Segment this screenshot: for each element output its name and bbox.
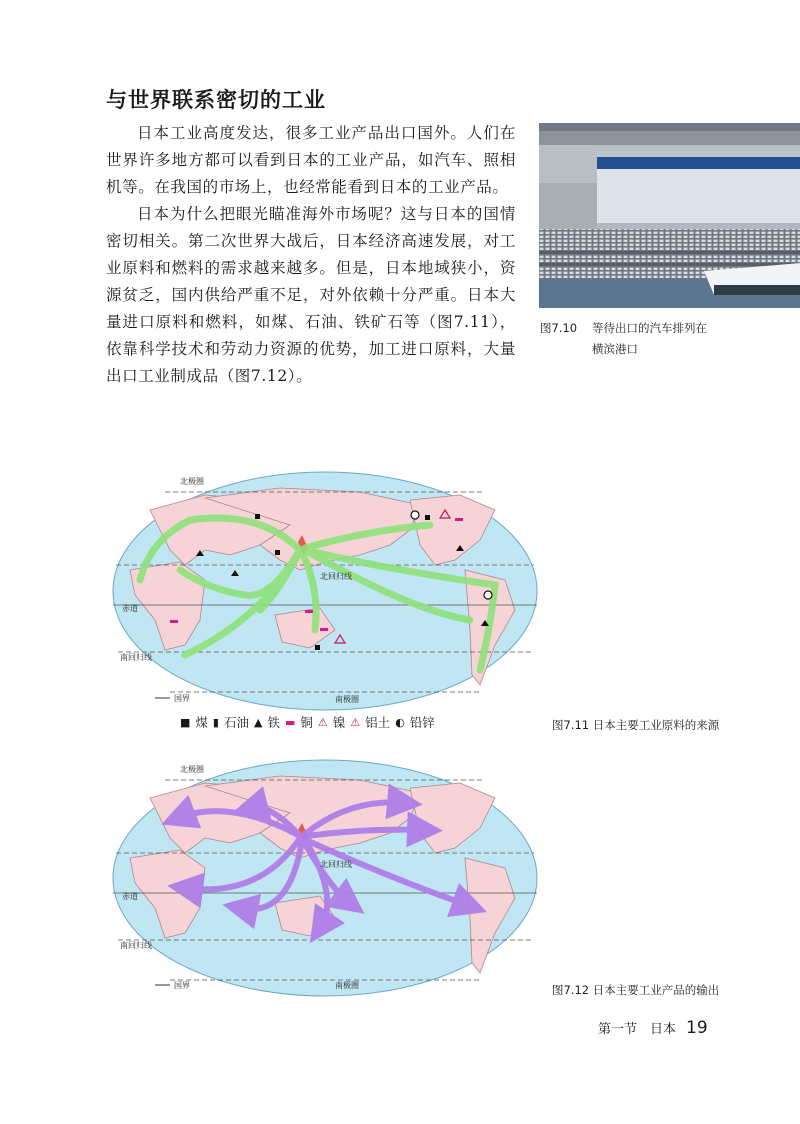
bauxite-icon: ⚠ <box>350 715 361 729</box>
lead-zinc-icon: ◐ <box>395 715 405 729</box>
legend-label-iron: 铁 <box>267 715 280 730</box>
antarctic-label: 南极圈 <box>335 981 359 990</box>
legend-label-oil: 石油 <box>223 715 249 730</box>
antarctic-label: 南极圈 <box>335 695 359 704</box>
legend-label-lead-zinc: 铅锌 <box>409 715 435 730</box>
import-sources-map <box>110 470 540 712</box>
footer-section: 第一节 日本 <box>598 1022 677 1037</box>
coal-icon: ■ <box>180 715 191 729</box>
legend-label-coal: 煤 <box>195 715 208 730</box>
legend-label-nickel: 镍 <box>332 715 346 730</box>
border-legend-label: 国界 <box>174 694 190 703</box>
caption-line-2: 横滨港口 <box>592 342 638 356</box>
legend-label-bauxite: 铝土 <box>365 715 391 730</box>
page-number: 19 <box>686 1018 708 1038</box>
copper-icon: ▬ <box>284 715 296 729</box>
caption-line-1: 等待出口的汽车排列在 <box>592 321 707 335</box>
tropic-capricorn-label: 南回归线 <box>120 653 152 662</box>
page-footer <box>598 1018 708 1038</box>
tropic-cancer-label: 北回归线 <box>320 572 352 581</box>
arctic-label: 北极圈 <box>180 477 204 486</box>
paragraph-2: 日本为什么把眼光瞄准海外市场呢？这与日本的国情密切相关。第二次世界大战后，日本经济高速发展，对工业原料和燃料的需求越来越多。但是，日本地域狭小，资源贫乏，国内供给严重不足，对外依赖十分严重。日本大量进口原料和燃料，如煤、石油、铁矿石等（图7.11），依靠科学技术和劳动力资源的优势，加工进口原料，大量出口工业制成品（图7.12）。 <box>106 205 516 385</box>
figure-number: 图7.10 <box>540 321 578 335</box>
port-photo <box>539 123 800 308</box>
figure-7-11-caption: 图7.11 日本主要工业原料的来源 <box>552 718 720 732</box>
nickel-icon: ⚠ <box>317 715 328 729</box>
figure-7-12-caption: 图7.12 日本主要工业产品的输出 <box>552 983 720 997</box>
iron-icon: ▲ <box>254 715 263 729</box>
export-destinations-map <box>110 758 540 998</box>
body-text <box>106 120 516 390</box>
legend-label-copper: 铜 <box>300 715 313 730</box>
oil-icon: ▮ <box>212 715 219 729</box>
section-heading: 与世界联系密切的工业 <box>106 88 326 112</box>
tropic-capricorn-label: 南回归线 <box>120 941 152 950</box>
arctic-label: 北极圈 <box>180 765 204 774</box>
equator-label: 赤道 <box>122 604 138 613</box>
border-legend-label: 国界 <box>174 981 190 990</box>
equator-label: 赤道 <box>122 892 138 901</box>
paragraph-1: 日本工业高度发达，很多工业产品出口国外。人们在世界许多地方都可以看到日本的工业产品，如汽车、照相机等。在我国的市场上，也经常能看到日本的工业产品。 <box>106 124 516 196</box>
tropic-cancer-label: 北回归线 <box>320 860 352 869</box>
figure-7-10-caption <box>540 318 780 360</box>
map-legend <box>180 714 500 730</box>
